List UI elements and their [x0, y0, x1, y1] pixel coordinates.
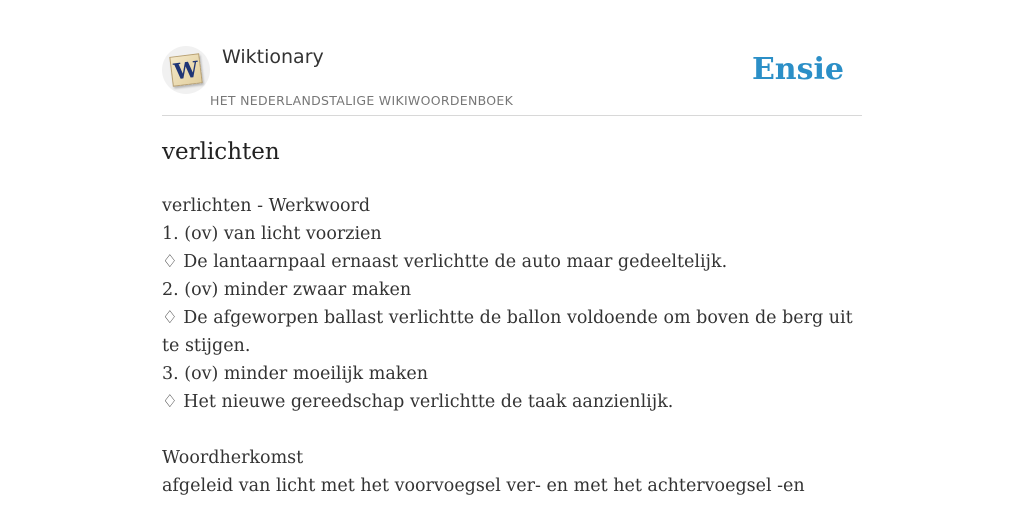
site-header: [162, 40, 862, 116]
example-2: ♢ De afgeworpen ballast verlichtte de ballon voldoende om boven de berg uit te stijgen.: [162, 308, 853, 356]
entry-heading: verlichten - Werkwoord: [162, 196, 371, 216]
definition-3: 3. (ov) minder moeilijk maken: [162, 364, 428, 384]
definition-2: 2. (ov) minder zwaar maken: [162, 280, 412, 300]
site-title[interactable]: Wiktionary: [222, 46, 324, 68]
example-3: ♢ Het nieuwe gereedschap verlichtte de taak aanzienlijk.: [162, 392, 674, 412]
logo-letter: W: [172, 56, 200, 86]
example-1: ♢ De lantaarnpaal ernaast verlichtte de auto maar gedeeltelijk.: [162, 252, 728, 272]
section-spacer: [162, 416, 862, 444]
entry-content: [162, 192, 862, 500]
site-subtitle: HET NEDERLANDSTALIGE WIKIWOORDENBOEK: [210, 93, 514, 108]
etymology-heading: Woordherkomst: [162, 448, 304, 468]
wiktionary-logo-icon[interactable]: [162, 46, 210, 94]
logo-tile: [169, 53, 202, 86]
definition-1: 1. (ov) van licht voorzien: [162, 224, 382, 244]
ensie-brand-link[interactable]: Ensie: [751, 52, 844, 87]
etymology-text: afgeleid van licht met het voorvoegsel ver- en met het achtervoegsel -en: [162, 476, 805, 496]
page-title: verlichten: [162, 139, 280, 165]
